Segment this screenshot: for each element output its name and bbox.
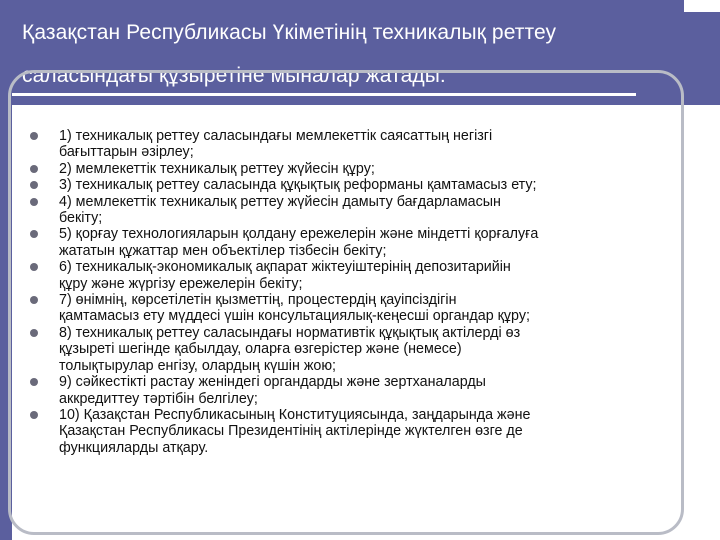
bullet-dot-icon	[30, 132, 38, 140]
item-line: 5) қорғау технологияларын қолдану ережелерін және міндетті қорғалуға	[59, 226, 539, 243]
item-line: 4) мемлекеттік техникалық реттеу жүйесін дамыту бағдарламасын	[59, 193, 501, 210]
list-item	[28, 374, 678, 407]
item-line: бекіту;	[59, 210, 103, 227]
list-item	[28, 407, 678, 456]
item-line: аккредиттеу тәртібін белгілеу;	[59, 390, 258, 407]
item-line: құзыреті шегінде қабылдау, оларға өзгерістер және (немесе)	[59, 341, 462, 358]
item-line: 1) техникалық реттеу саласындағы мемлекеттік саясаттың негізгі	[59, 128, 493, 144]
item-line: функцияларды атқару.	[59, 439, 209, 456]
list-item	[28, 177, 678, 193]
bullet-dot-icon	[30, 329, 38, 337]
title-line-2: саласындағы құзыретіне мыналар жатады:	[22, 64, 446, 87]
bullet-dot-icon	[30, 378, 38, 386]
item-line: 2) мемлекеттік техникалық реттеу жүйесін құру;	[59, 160, 375, 177]
list-item	[28, 325, 678, 374]
bullet-dot-icon	[30, 198, 38, 206]
bullet-dot-icon	[30, 263, 38, 271]
bullet-dot-icon	[30, 165, 38, 173]
bullet-dot-icon	[30, 411, 38, 419]
item-line: 6) техникалық-экономикалық ақпарат жіктеуіштерінің депозитарийін	[59, 259, 511, 276]
list-item	[28, 226, 678, 259]
item-line: 3) техникалық реттеу саласында құқықтық реформаны қамтамасыз ету;	[59, 177, 537, 194]
item-line: Қазақстан Республикасы Президентінің актілерінде жүктелген өзге де	[59, 423, 523, 440]
list-item	[28, 194, 678, 227]
title-line-1: Қазақстан Республикасы Үкіметінің техникалық реттеу	[22, 21, 557, 44]
bullet-dot-icon	[30, 230, 38, 238]
list-item	[28, 259, 678, 292]
list-item	[28, 161, 678, 177]
item-line: құру және жүргізу ережелерін бекіту;	[59, 275, 303, 292]
list-item	[28, 292, 678, 325]
item-line: 10) Қазақстан Республикасының Конституциясында, заңдарында және	[59, 406, 531, 423]
item-line: қамтамасыз ету мүддесі үшін консультациялық-кеңесші органдар құру;	[59, 308, 530, 325]
item-line: 7) өнімнің, көрсетілетін қызметтің, процестердің қауіпсіздігін	[59, 292, 457, 309]
bullet-dot-icon	[30, 181, 38, 189]
item-line: толықтырулар енгізу, олардың күшін жою;	[59, 357, 337, 374]
bullet-list	[28, 128, 678, 456]
list-item	[28, 128, 678, 161]
title-bar-notch	[684, 0, 720, 12]
item-line: 8) техникалық реттеу саласындағы нормативтік құқықтық актілерді өз	[59, 324, 521, 341]
item-line: бағыттарын әзірлеу;	[59, 144, 194, 161]
item-line: 9) сәйкестікті растау женіндегі органдарды және зертханаларды	[59, 374, 486, 391]
bullet-dot-icon	[30, 296, 38, 304]
item-line: жататын құжаттар мен объектілер тізбесін бекіту;	[59, 242, 387, 259]
